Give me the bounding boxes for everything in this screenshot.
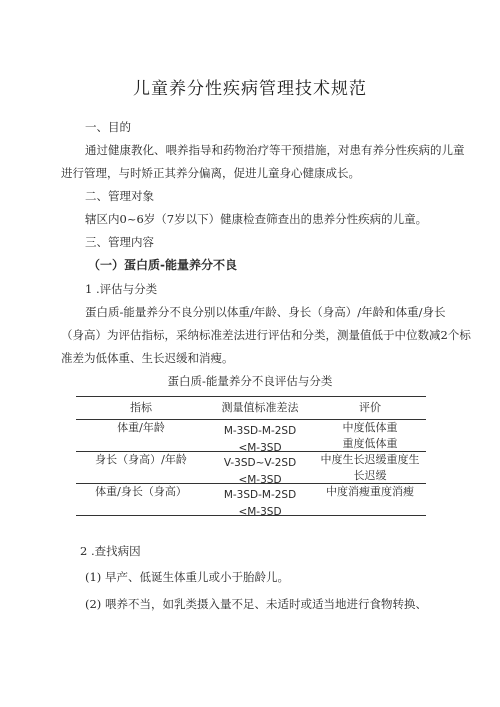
target-text: 辖区内0~6岁（7岁以下）健康检查筛查出的患养分性疾病的儿童。: [85, 212, 428, 226]
cause-point-2: (2) 喂养不当，如乳类摄入量不足、未适时或适当地进行食物转换、: [85, 597, 427, 611]
cause-point-1: (1) 早产、低诞生体重儿或小于胎龄儿。: [85, 570, 289, 584]
assessment-text-line-3: 准差为低体重、生长迟缓和消瘦。: [61, 351, 234, 365]
table-row-1-rule: [76, 451, 426, 452]
table-row-2-rule: [76, 483, 426, 484]
table-row-1-eval-moderate: 中度低体重: [342, 421, 398, 434]
purpose-text-line-2: 进行管理，与时矫正其养分偏离，促进儿童身心健康成长。: [61, 166, 360, 180]
section-heading-purpose: 一、目的: [85, 120, 131, 134]
table-row-2-sd-range: V-3SD~V-2SD: [223, 457, 297, 469]
table-row-3-eval: 中度消瘦重度消瘦: [326, 485, 414, 498]
table-row-3-sd-severe: <M-3SD: [238, 506, 282, 515]
table-header-evaluation: 评价: [359, 401, 381, 414]
table-header-rule: [76, 419, 426, 420]
assessment-text-line-2: （身高）为评估指标，采纳标准差法进行评估和分类，测量值低于中位数减2个标: [61, 328, 471, 342]
table-header-indicator: 指标: [130, 401, 152, 414]
subsection-heading-pem: （一）蛋白质-能量养分不良: [88, 258, 237, 272]
item-heading-causes: 2 .查找病因: [80, 544, 141, 558]
document-title: 儿童养分性疾病管理技术规范: [133, 79, 367, 99]
table-row-2-eval-line-1: 中度生长迟缓重度生: [320, 453, 420, 466]
table-row-3-sd-range: M-3SD-M-2SD: [223, 489, 297, 501]
table-row-1-sd-severe: <M-3SD: [238, 442, 282, 451]
table-header-sd-method: 测量值标准差法: [221, 401, 299, 414]
table-bottom-rule: [76, 515, 426, 516]
table-row-3-indicator: 体重/身长（身高）: [95, 485, 187, 498]
purpose-text-line-1: 通过健康教化、喂养指导和药物治疗等干预措施，对患有养分性疾病的儿童: [85, 143, 465, 157]
table-row-2-sd-severe: <M-3SD: [238, 474, 282, 483]
table-row-1-indicator: 体重/年龄: [117, 421, 165, 434]
item-heading-assessment: 1 .评估与分类: [85, 282, 158, 296]
table-row-1-sd-range: M-3SD-M-2SD: [223, 425, 297, 437]
table-caption: 蛋白质-能量养分不良评估与分类: [167, 374, 333, 388]
assessment-text-line-1: 蛋白质-能量养分不良分别以体重/年龄、身长（身高）/年龄和体重/身长: [85, 305, 446, 319]
table-top-rule: [76, 396, 426, 397]
section-heading-target: 二、管理对象: [85, 189, 154, 203]
table-row-1-eval-severe: 重度低体重: [342, 437, 398, 450]
table-row-2-indicator: 身长（身高）/年龄: [95, 453, 187, 466]
section-heading-content: 三、管理内容: [85, 235, 154, 249]
table-row-2-eval-line-2: 长迟缓: [353, 469, 387, 482]
